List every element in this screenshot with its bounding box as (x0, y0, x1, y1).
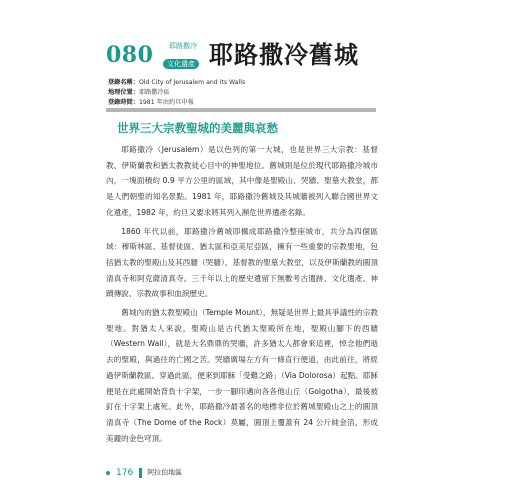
page-number: 176 (116, 467, 134, 478)
info-label-location: 地理位置： (108, 89, 139, 96)
info-value-date: 1981 年由約旦申報 (138, 99, 194, 106)
body-paragraph: 舊城內的猶太教聖殿山（Temple Mount），無疑是世界上最具爭議性的宗教聖地。對猶太人來說，聖殿山是古代猶太聖殿所在地，聖殿山腳下的西牆（Western Wall），就是大名鼎鼎的哭牆，許多猶太人都會來這裡，悼念他們逝去的聖殿，與過往的亡國之苦。哭牆廣場左方有一條直行便道，由此前往，將經過伊斯蘭教區。穿過此區，便來到耶穌「受難之路」（Via Dolorosa）起點。耶穌便是在此處開始背負十字架，一步一腳印邁向各各他山丘（Golgotha），最後被釘在十字架上處死。此外，耶路撒冷最著名的地標非位於舊城聖殿山之上的圓頂清真寺（The Dome of the Rock）莫屬，圓頂上覆蓋有 24 公斤純金箔，形成美麗的金色穹頂。 (106, 308, 378, 443)
info-label-date: 登錄時間： (108, 99, 139, 106)
info-row-location (108, 88, 378, 98)
article-body (106, 142, 378, 449)
info-value-location: 耶路撒冷區 (138, 89, 170, 96)
entry-header (106, 40, 406, 70)
section-heading: 世界三大宗教聖城的美麗與哀愁 (117, 121, 278, 135)
heritage-type-tag: 文化遺產 (163, 59, 199, 69)
footer-bar-icon (139, 468, 142, 478)
info-label-name: 登錄名稱： (108, 79, 139, 86)
registration-info (108, 78, 378, 108)
info-row-name (108, 78, 378, 88)
info-value-name: Old City of Jerusalem and its Walls (138, 79, 246, 86)
body-paragraph: 1860 年代以前，耶路撒冷舊城即構成耶路撒冷整座城市，共分為四個區域：穆斯林區、基督徒區、猶太區和亞美尼亞區，擁有一些重要的宗教聖地，包括猶太教的聖殿山及其西牆（哭牆），基督教的聖墓大教堂，以及伊斯蘭教的圓頂清真寺和阿克薩清真寺。三千年以上的歷史遺留下無數考古遺跡、文化遺產、神蹟傳說、宗教故事和血淚歷史。 (106, 226, 378, 299)
info-divider-bar (106, 108, 376, 112)
page-title: 耶路撒冷舊城 (209, 41, 359, 69)
entry-number: 080 (106, 42, 154, 68)
footer-dot-icon (106, 471, 110, 475)
body-paragraph: 耶路撒冷（Jerusalem）是以色列的第一大城，也是世界三大宗教：基督教、伊斯蘭教和猶太教教徒心目中的神聖地位。舊城則是位於現代耶路撒冷城市內，一塊面積約 0.9 平方公里的區域，其中像是聖殿山、哭牆、聖墓大教堂，都是人們朝聖的知名景點。1981 年，耶路撒冷舊城及其城牆被列入聯合國世界文化遺產，1982 年，約旦又要求將其列入瀕危世界遺產名錄。 (106, 145, 378, 217)
info-row-date (108, 98, 378, 108)
entry-tags (163, 41, 203, 70)
location-tag: 耶路撒冷 (169, 42, 197, 50)
chapter-name: 阿拉伯地區 (147, 468, 183, 477)
page-footer (106, 462, 183, 478)
